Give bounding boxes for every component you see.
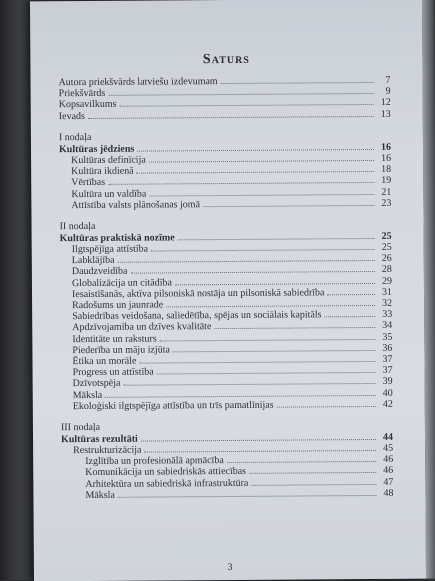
page-edge-shadow (422, 0, 435, 579)
dot-leader (203, 205, 374, 207)
dot-leader (166, 305, 375, 307)
dot-leader (227, 461, 376, 463)
toc-entry-page: 9 (385, 86, 391, 98)
dot-leader (137, 149, 374, 152)
dot-leader (175, 283, 375, 285)
toc-entry-page: 18 (381, 163, 392, 176)
toc-entry-page: 16 (381, 152, 392, 164)
toc-entry-title: Kultūras rezultāti (61, 433, 138, 446)
toc-entry-page: 29 (381, 275, 392, 287)
toc-entry-title: Kultūras jēdziens (58, 143, 135, 155)
toc-entry-title: Dzīvotspēja (72, 378, 121, 390)
book-page (30, 0, 426, 581)
toc-entry-page: 28 (381, 264, 392, 276)
toc-entry-page: 12 (380, 97, 391, 109)
table-of-contents (59, 75, 394, 501)
dot-leader (221, 82, 374, 84)
subsection-entry (61, 488, 393, 502)
chapter-1-label: I nodaļa (58, 131, 92, 143)
toc-entry-title: Kopsavilkums (58, 99, 117, 111)
toc-entry-title: Ekoloģiski ilgtspējīga attīstība un trīs pamatlīnijas (72, 399, 274, 412)
toc-entry-page: 48 (383, 487, 394, 499)
dot-leader (249, 472, 376, 474)
dot-leader (139, 361, 375, 364)
dot-leader (108, 93, 373, 96)
toc-entry-title: Iesaistīšanās, aktīva pilsoniskā nostāja un pilsoniskā sabiedrība (71, 287, 325, 300)
chapter-3-entries (61, 432, 393, 501)
dot-leader (118, 495, 377, 498)
toc-entry-title: Komunikācija un sabiedriskās attiecības (85, 466, 247, 479)
page-title: Saturs (202, 51, 250, 68)
toc-entry-page: 37 (382, 364, 393, 377)
toc-entry-page: 25 (381, 241, 392, 253)
toc-entry-title: Ilgtspējīga attīstība (71, 243, 149, 256)
toc-entry-title: Attīstība valsts plānošanas jomā (71, 198, 201, 211)
toc-entry-title: Māksla (72, 389, 103, 401)
toc-entry-title: Globalizācija un citādība (71, 277, 172, 289)
dot-leader (149, 193, 374, 196)
dot-leader (105, 394, 376, 397)
toc-entry-page: 7 (385, 74, 391, 86)
toc-entry-title: Labklājība (71, 255, 115, 267)
toc-entry-page: 32 (382, 297, 393, 309)
dot-leader (214, 327, 375, 329)
toc-entry-page: 34 (382, 320, 393, 332)
dot-leader (160, 339, 376, 342)
chapter-1-entries (59, 142, 391, 211)
dot-leader (277, 406, 376, 408)
front-matter-entry (59, 108, 391, 122)
dot-leader (157, 372, 376, 375)
toc-entry-title: Restrukturizācija (73, 444, 142, 457)
dot-leader (137, 171, 375, 174)
dot-leader (251, 484, 376, 486)
dot-leader (108, 182, 374, 185)
toc-entry-page: 42 (382, 398, 393, 410)
toc-entry-page: 31 (381, 286, 393, 298)
toc-entry-title: Vērtības (71, 177, 106, 189)
dot-leader (325, 316, 376, 317)
toc-entry-title: Piederība un māju izjūta (72, 344, 170, 356)
dot-leader (119, 104, 373, 107)
toc-entry-page: 16 (380, 141, 392, 153)
dot-leader (173, 350, 376, 352)
toc-entry-page: 45 (383, 442, 394, 454)
toc-entry-title: Arhitektūra un sabiedriskā infrastruktūra (85, 477, 249, 490)
toc-entry-page: 25 (381, 230, 392, 242)
dot-leader (178, 238, 375, 240)
toc-entry-title: Ētika un morāle (72, 355, 137, 368)
toc-entry-title: Ievads (58, 110, 85, 122)
toc-entry-page: 26 (381, 253, 392, 265)
toc-entry-title: Izglītība un profesionālā apmācība (85, 455, 224, 468)
toc-entry-title: Radošums un jaunrade (72, 299, 164, 312)
toc-entry-page: 39 (382, 376, 393, 388)
toc-entry-page: 21 (381, 186, 392, 198)
toc-entry-page: 33 (382, 309, 393, 321)
toc-entry-title: Daudzveidība (71, 266, 128, 278)
dot-leader (118, 260, 375, 263)
toc-entry-page: 44 (382, 431, 394, 443)
dot-leader (327, 294, 375, 295)
chapter-2-entries (60, 231, 393, 412)
toc-entry-title: Autora priekšvārds latviešu izdevumam (58, 76, 218, 89)
dot-leader (123, 383, 375, 386)
toc-entry-page: 36 (382, 342, 393, 354)
toc-entry-title: Kultūra ikdienā (71, 165, 134, 178)
dot-leader (141, 439, 376, 442)
toc-entry-title: Kultūras praktiskā nozīme (59, 232, 175, 245)
toc-entry-title: Progress un attīstība (72, 366, 154, 379)
toc-entry-page: 46 (383, 465, 394, 477)
toc-entry-page: 37 (382, 353, 393, 365)
toc-entry-title: Identitāte un raksturs (72, 333, 157, 345)
toc-entry-page: 40 (382, 387, 393, 399)
toc-entry-page: 47 (383, 476, 394, 488)
page-number: 3 (227, 561, 233, 574)
toc-entry-title: Kultūra un valdība (71, 188, 147, 200)
toc-entry-page: 19 (381, 175, 392, 187)
dot-leader (130, 271, 374, 274)
toc-entry-title: Kultūras definīcija (71, 154, 146, 167)
toc-entry-page: 35 (382, 331, 393, 343)
toc-entry-title: Sabiedrības veidošana, saliedētība, spējas un sociālais kapitāls (72, 309, 322, 323)
section-entry (59, 198, 391, 212)
toc-entry-page: 23 (381, 197, 392, 209)
chapter-3-label: III nodaļa (60, 421, 101, 434)
dot-leader (88, 116, 374, 119)
section-entry (61, 399, 393, 413)
front-matter (59, 75, 391, 122)
toc-entry-title: Apdzīvojamība un dzīves kvalitāte (72, 321, 212, 334)
toc-entry-title: Priekšvārds (58, 88, 106, 100)
dot-leader (144, 450, 376, 453)
dot-leader (149, 160, 374, 163)
toc-entry-page: 46 (383, 454, 394, 466)
toc-entry-page: 13 (380, 108, 391, 120)
toc-entry-title: Māksla (85, 489, 115, 501)
dot-leader (151, 249, 375, 252)
chapter-2-label: II nodaļa (59, 220, 96, 233)
